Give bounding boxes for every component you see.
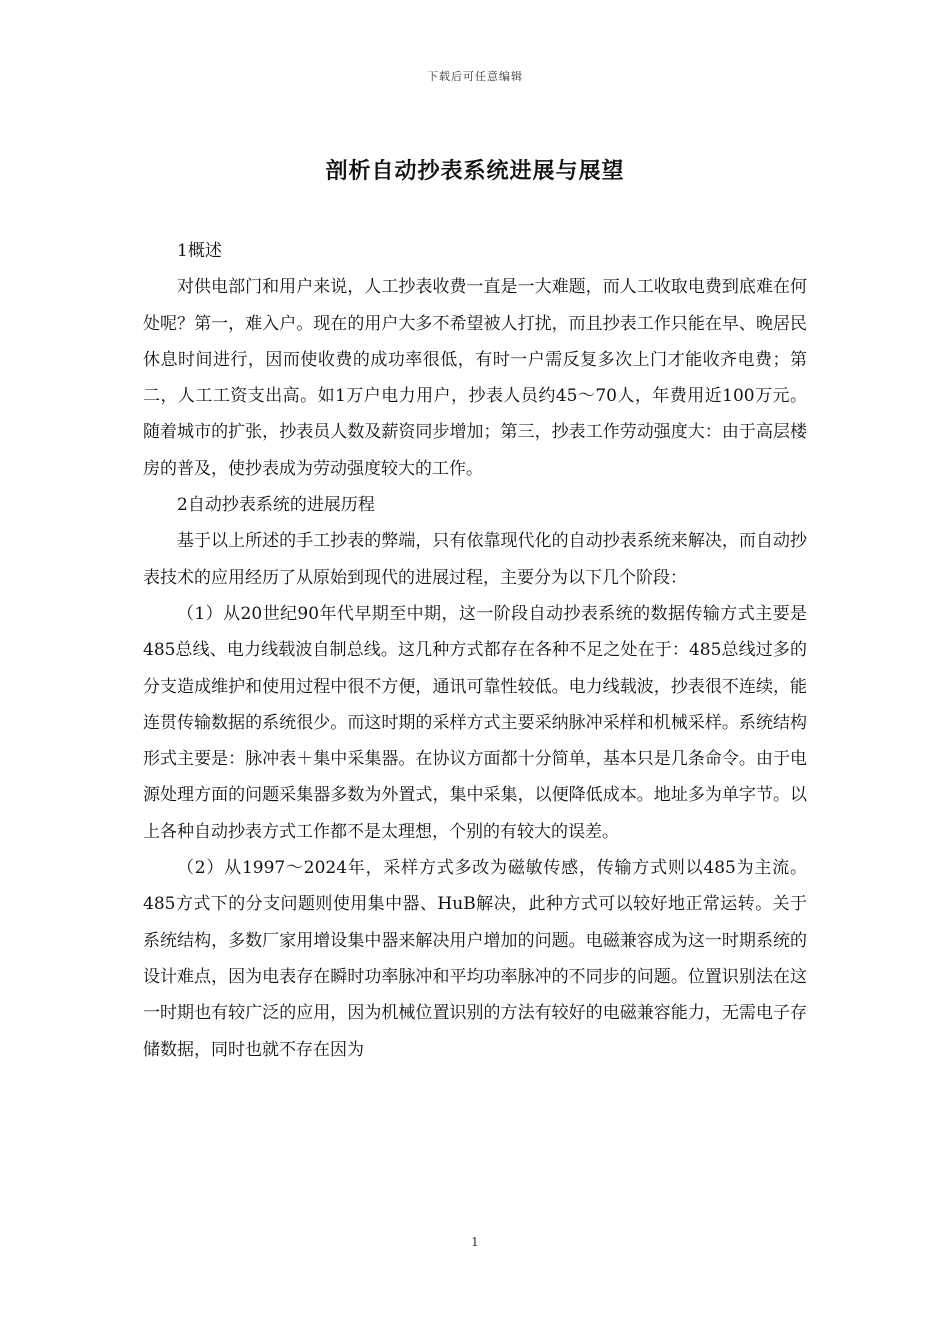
paragraph-stage-1: （1）从20世纪90年代早期至中期，这一阶段自动抄表系统的数据传输方式主要是485总线、电力线载波自制总线。这几种方式都存在各种不足之处在于：485总线过多的分支造成维护和使用过程中很不方便，通讯可靠性较低。电力线载波，抄表很不连续，能连贯传输数据的系统很少。而这时期的采样方式主要采纳脉冲采样和机械采样。系统结构形式主要是：脉冲表＋集中采集器。在协议方面都十分简单，基本只是几条命令。由于电源处理方面的问题采集器多数为外置式，集中采集，以便降低成本。地址多为单字节。以上各种自动抄表方式工作都不是太理想，个别的有较大的误差。: [143, 603, 807, 842]
page-number: 1: [471, 1235, 479, 1249]
document-title: 剖析自动抄表系统进展与展望: [325, 158, 625, 184]
section-heading-overview: 1概述: [177, 241, 222, 261]
document-body: [143, 233, 807, 1068]
section-heading-history: 2自动抄表系统的进展历程: [177, 495, 375, 516]
paragraph-overview: 对供电部门和用户来说，人工抄表收费一直是一大难题，而人工收取电费到底难在何处呢？第一，难入户。现在的用户大多不希望被人打扰，而且抄表工作只能在早、晚居民休息时间进行，因而使收费的成功率很低，有时一户需反复多次上门才能收齐电费；第二，人工工资支出高。如1万户电力用户，抄表人员约45～70人，年费用近100万元。随着城市的扩张，抄表员人数及薪资同步增加；第三，抄表工作劳动强度大：由于高层楼房的普及，使抄表成为劳动强度较大的工作。: [143, 277, 807, 479]
header-note: 下载后可任意编辑: [427, 70, 523, 83]
paragraph-history-intro: 基于以上所述的手工抄表的弊端，只有依靠现代化的自动抄表系统来解决，而自动抄表技术的应用经历了从原始到现代的进展过程，主要分为以下几个阶段：: [143, 531, 807, 588]
paragraph-stage-2: （2）从1997～2024年，采样方式多改为磁敏传感，传输方式则以485为主流。485方式下的分支问题则使用集中器、HuB解决，此种方式可以较好地正常运转。关于系统结构，多数厂家用增设集中器来解决用户增加的问题。电磁兼容成为这一时期系统的设计难点，因为电表存在瞬时功率脉冲和平均功率脉冲的不同步的问题。位置识别法在这一时期也有较广泛的应用，因为机械位置识别的方法有较好的电磁兼容能力，无需电子存储数据，同时也就不存在因为: [143, 858, 807, 1060]
